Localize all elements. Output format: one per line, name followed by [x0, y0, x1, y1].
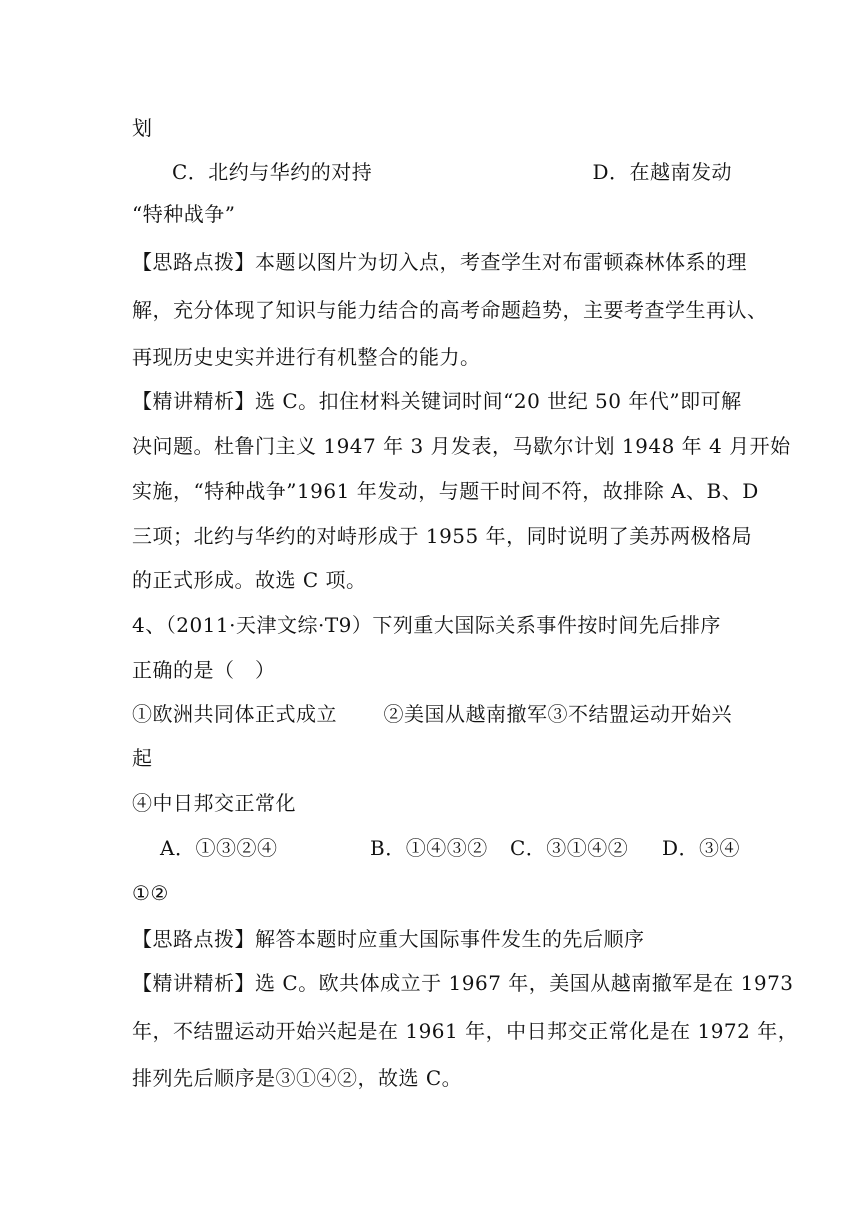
q4-hint: 【思路点拨】解答本题时应重大国际事件发生的先后顺序	[132, 927, 645, 951]
q4-item-2-3: ②美国从越南撤军③不结盟运动开始兴	[383, 702, 732, 726]
q3-explain-line: 的正式形成。故选 C 项。	[132, 568, 367, 592]
q3-hint-line: 再现历史史实并进行有机整合的能力。	[132, 345, 481, 369]
q4-explain-line: 【精讲精析】选 C。欧共体成立于 1967 年，美国从越南撤军是在 1973	[132, 971, 794, 995]
q3-hint-line: 解，充分体现了知识与能力结合的高考命题趋势，主要考查学生再认、	[132, 298, 768, 322]
q3-explain-line: 实施，“特种战争”1961 年发动，与题干时间不符，故排除 A、B、D	[132, 479, 759, 503]
q3-explain-line: 三项；北约与华约的对峙形成于 1955 年，同时说明了美苏两极格局	[132, 524, 753, 548]
q3-option-d: D．在越南发动	[592, 160, 732, 184]
q4-items-line	[132, 700, 732, 728]
q4-option-d: D．③④	[662, 836, 741, 860]
q4-items-cont: 起	[132, 746, 153, 770]
q3-option-d-cont: “特种战争”	[132, 202, 236, 226]
q4-option-d-cont: ①②	[132, 881, 169, 905]
q4-option-c: C．③①④②	[510, 836, 629, 860]
q4-item-1: ①欧洲共同体正式成立	[132, 702, 337, 726]
q4-explain-line: 排列先后顺序是③①④②，故选 C。	[132, 1066, 463, 1090]
q3-continued-word: 划	[132, 116, 153, 140]
q3-explain-line: 【精讲精析】选 C。扣住材料关键词时间“20 世纪 50 年代”即可解	[132, 389, 742, 413]
q3-options-cd	[172, 158, 732, 186]
q4-option-a: A．①③②④	[160, 836, 278, 860]
q3-hint-line: 【思路点拨】本题以图片为切入点，考查学生对布雷顿森林体系的理	[132, 250, 747, 274]
q4-stem-line: 正确的是（ ）	[132, 658, 276, 682]
q4-stem-line: 4、（2011·天津文综·T9）下列重大国际关系事件按时间先后排序	[132, 613, 721, 637]
q4-item-4: ④中日邦交正常化	[132, 791, 296, 815]
q3-explain-line: 决问题。杜鲁门主义 1947 年 3 月发表，马歇尔计划 1948 年 4 月开始	[132, 434, 791, 458]
q4-option-b: B．①④③②	[370, 836, 488, 860]
q3-option-c: C．北约与华约的对持	[172, 160, 373, 184]
q4-explain-line: 年，不结盟运动开始兴起是在 1961 年，中日邦交正常化是在 1972 年，	[132, 1019, 799, 1043]
